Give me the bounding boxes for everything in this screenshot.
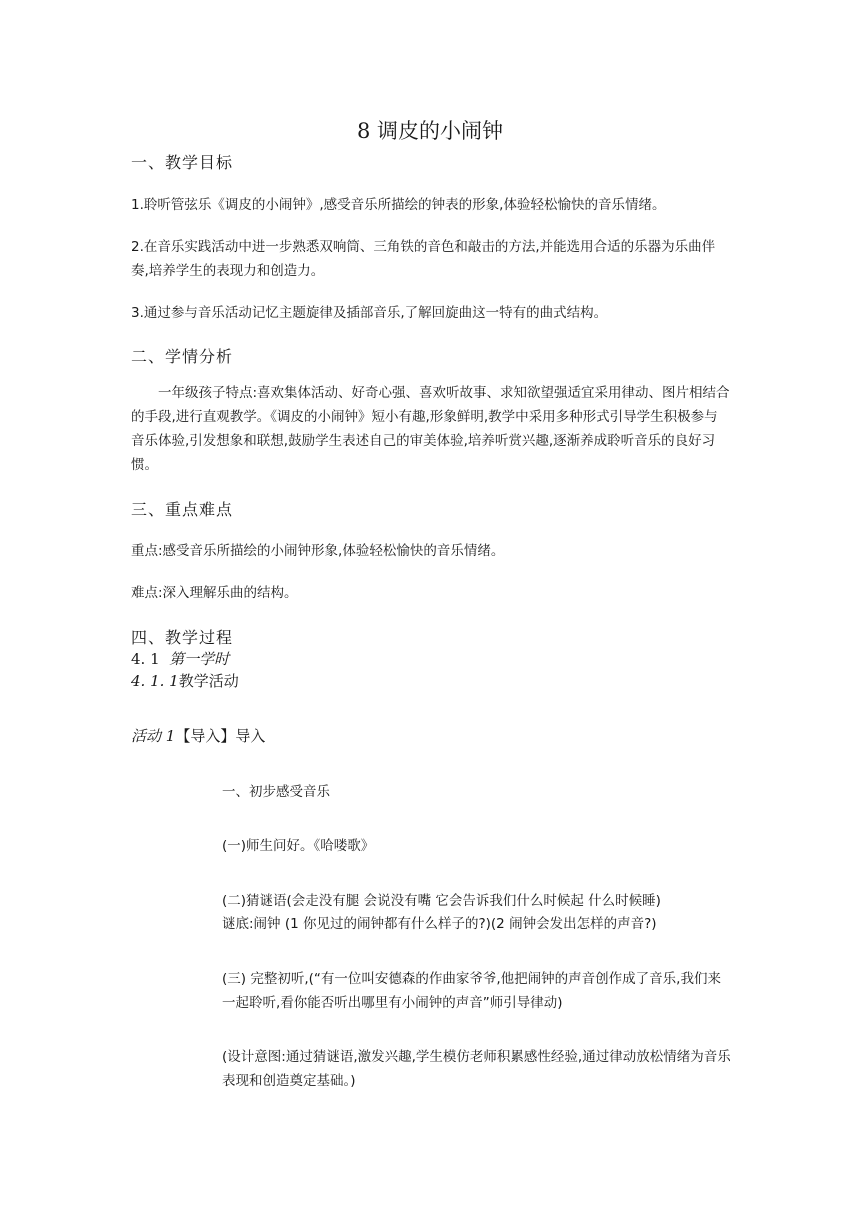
step-initial-feeling: 一、初步感受音乐 — [222, 784, 330, 800]
activity-label: 活动 1 — [131, 727, 176, 745]
step-full-listen: (三) 完整初听,(“有一位叫安德森的作曲家爷爷,他把闹钟的声音创作成了音乐,我们来一起聆听,看你能否听出哪里有小闹钟的声音”师引导律动) — [222, 971, 721, 1011]
section-heading-process: 四、教学过程 — [131, 628, 234, 647]
step-riddle-answer: 谜底:闹钟 (1 你见过的闹钟都有什么样子的?)(2 闹钟会发出怎样的声音?) — [222, 916, 657, 932]
step-riddle: (二)猜谜语(会走没有腿 会说没有嘴 它会告诉我们什么时候起 什么时候睡) — [222, 893, 661, 909]
subheading-lesson — [131, 648, 229, 669]
section-heading-objectives: 一、教学目标 — [131, 153, 234, 172]
document-title: 8 调皮的小闹钟 — [356, 119, 504, 143]
activity-heading — [131, 725, 265, 746]
step-greeting: (一)师生问好。《哈喽歌》 — [222, 838, 375, 854]
objective-2: 2.在音乐实践活动中进一步熟悉双响筒、三角铁的音色和敲击的方法,并能选用合适的乐器为乐曲伴奏,培养学生的表现力和创造力。 — [131, 239, 716, 279]
analysis-paragraph: 一年级孩子特点:喜欢集体活动、好奇心强、喜欢听故事、求知欲望强适宜采用律动、图片相结合的手段,进行直观教学。《调皮的小闹钟》短小有趣,形象鲜明,教学中采用多种形式引导学生积极参与音乐体验,引发想象和联想,鼓励学生表述自己的审美体验,培养听赏兴趣,逐渐养成聆听音乐的良好习惯。 — [131, 385, 730, 473]
subheading-lesson-text: 第一学时 — [169, 650, 230, 668]
subheading-activities — [131, 670, 239, 691]
activity-text: 【导入】导入 — [175, 727, 266, 745]
section-heading-analysis: 二、学情分析 — [131, 347, 234, 366]
objective-3: 3.通过参与音乐活动记忆主题旋律及插部音乐,了解回旋曲这一特有的曲式结构。 — [131, 305, 608, 321]
subheading-activities-text: 教学活动 — [178, 672, 239, 690]
subheading-activities-number: 4. 1. 1 — [131, 672, 179, 690]
subheading-lesson-number: 4. 1 — [131, 650, 160, 668]
section-heading-key-points: 三、重点难点 — [131, 500, 234, 519]
difficult-point: 难点:深入理解乐曲的结构。 — [131, 585, 298, 601]
key-point: 重点:感受音乐所描绘的小闹钟形象,体验轻松愉快的音乐情绪。 — [131, 543, 505, 559]
step-design-intent: (设计意图:通过猜谜语,激发兴趣,学生模仿老师积累感性经验,通过律动放松情绪为音乐表现和创造奠定基础。) — [222, 1049, 731, 1089]
objective-1: 1.聆听管弦乐《调皮的小闹钟》,感受音乐所描绘的钟表的形象,体验轻松愉快的音乐情绪。 — [131, 197, 666, 213]
